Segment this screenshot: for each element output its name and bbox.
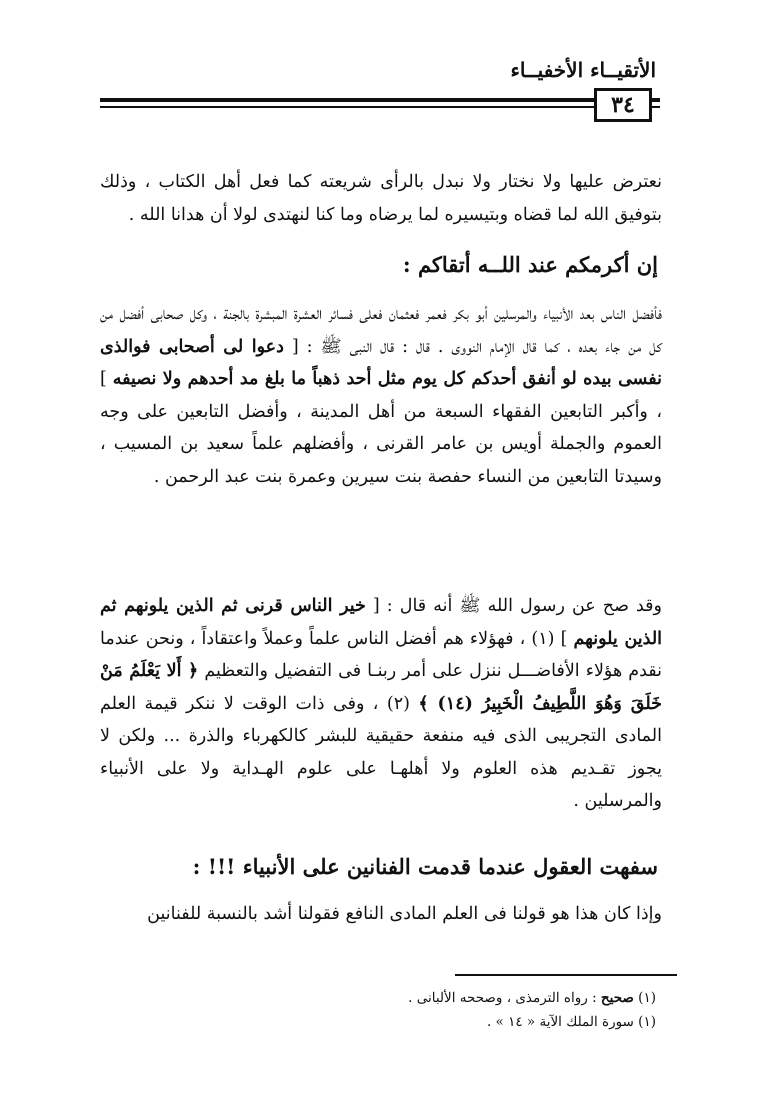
section-heading-1: إن أكرمكم عند اللــه أتقاكم : <box>402 252 658 277</box>
paragraph-1: نعترض عليها ولا نختار ولا نبدل بالرأى شريعته كما فعل أهل الكتاب ، وذلك بتوفيق الله لما قضاه وبتيسيره لما يرضاه وما كنا لنهتدى لولا أن هدانا الله . <box>100 172 662 225</box>
paragraph-2 <box>100 298 662 493</box>
paragraph-3-text-a: وقد صح عن رسول الله ﷺ أنه قال : [ <box>365 596 662 616</box>
paragraph-4: وإذا كان هذا هو قولنا فى العلم المادى النافع فقولنا أشد بالنسبة للفنانين <box>147 904 662 924</box>
footnote-1-label: صحيح <box>600 990 634 1006</box>
hadith-1: دعوا لى أصحابى فوالذى نفسى بيده لو أنفق أحدكم كل يوم مثل أحد ذهباً ما بلغ مد أحدهم ولا نصيفه <box>100 336 662 389</box>
quran-verse: ﴿ أَلا يَعْلَمُ مَنْ خَلَقَ وَهُوَ اللَّطِيفُ الْخَبِيرُ (١٤) ﴾ <box>100 661 662 714</box>
hadith-2: خير الناس قرنى ثم الذين يلونهم ثم الذين يلونهم <box>100 596 663 649</box>
footnote-1 <box>408 990 656 1006</box>
footnote-2-text: سورة الملك الآية « ١٤ » . <box>486 1014 639 1030</box>
paragraph-3 <box>100 590 662 818</box>
section-heading-2: سفهت العقول عندما قدمت الفنانين على الأنبياء !!! : <box>192 854 658 879</box>
header-rule-thin <box>100 106 660 108</box>
header-rule-thick <box>100 98 660 102</box>
footnote-2 <box>487 1014 656 1030</box>
footnote-1-text: : رواه الترمذى ، وصححه الألبانى . <box>408 990 601 1006</box>
footnote-rule <box>455 974 677 976</box>
paragraph-3-text-c: (٢) ، وفى ذات الوقت لا ننكر قيمة العلم المادى التجريبى الذى فيه منفعة حقيقية للبشر كالكهرباء والذرة ... ولكن لا يجوز تقـديم هذه العلوم ولا أهلهـا على علوم الهـداية ولا على الأنبياء والمرسلين . <box>100 693 662 811</box>
paragraph-3-text-b: ] (١) ، فهؤلاء هم أفضل الناس علماً وعملاً واعتقاداً ، ونحن عندما نقدم هؤلاء الأفاضـــل ننزل على أمر ربنـا فى التفضيل والتعظيم <box>100 628 662 681</box>
page-number: ٣٤ <box>594 88 652 122</box>
footnote-2-mark: (١) <box>638 1014 656 1030</box>
footnote-1-mark: (١) <box>638 990 656 1006</box>
paragraph-2-text-b: ] ، وأكبر التابعين الفقهاء السبعة من أهل المدينة ، وأفضل التابعين على وجه العموم والجملة أويس بن عامر القرنى ، وأفضلهم علماً سعيد بن المسيب ، وسيدتا التابعين من النساء حفصة بنت سيرين وعمرة بنت عبد الرحمن . <box>100 369 662 487</box>
running-title: الأتقيــاء الأخفيــاء <box>510 58 656 82</box>
paragraph-2-text-a: فأفضل الناس بعد الأنبياء والمرسلين أبو بكر فعمر فعثمان فعلى فسائر العشرة المبشرة بالجنة ، وكل صحابى أفضل من كل من جاء بعده ، كما قال الإمام النووى . قال : قال النبى ﷺ : [ <box>100 304 663 357</box>
